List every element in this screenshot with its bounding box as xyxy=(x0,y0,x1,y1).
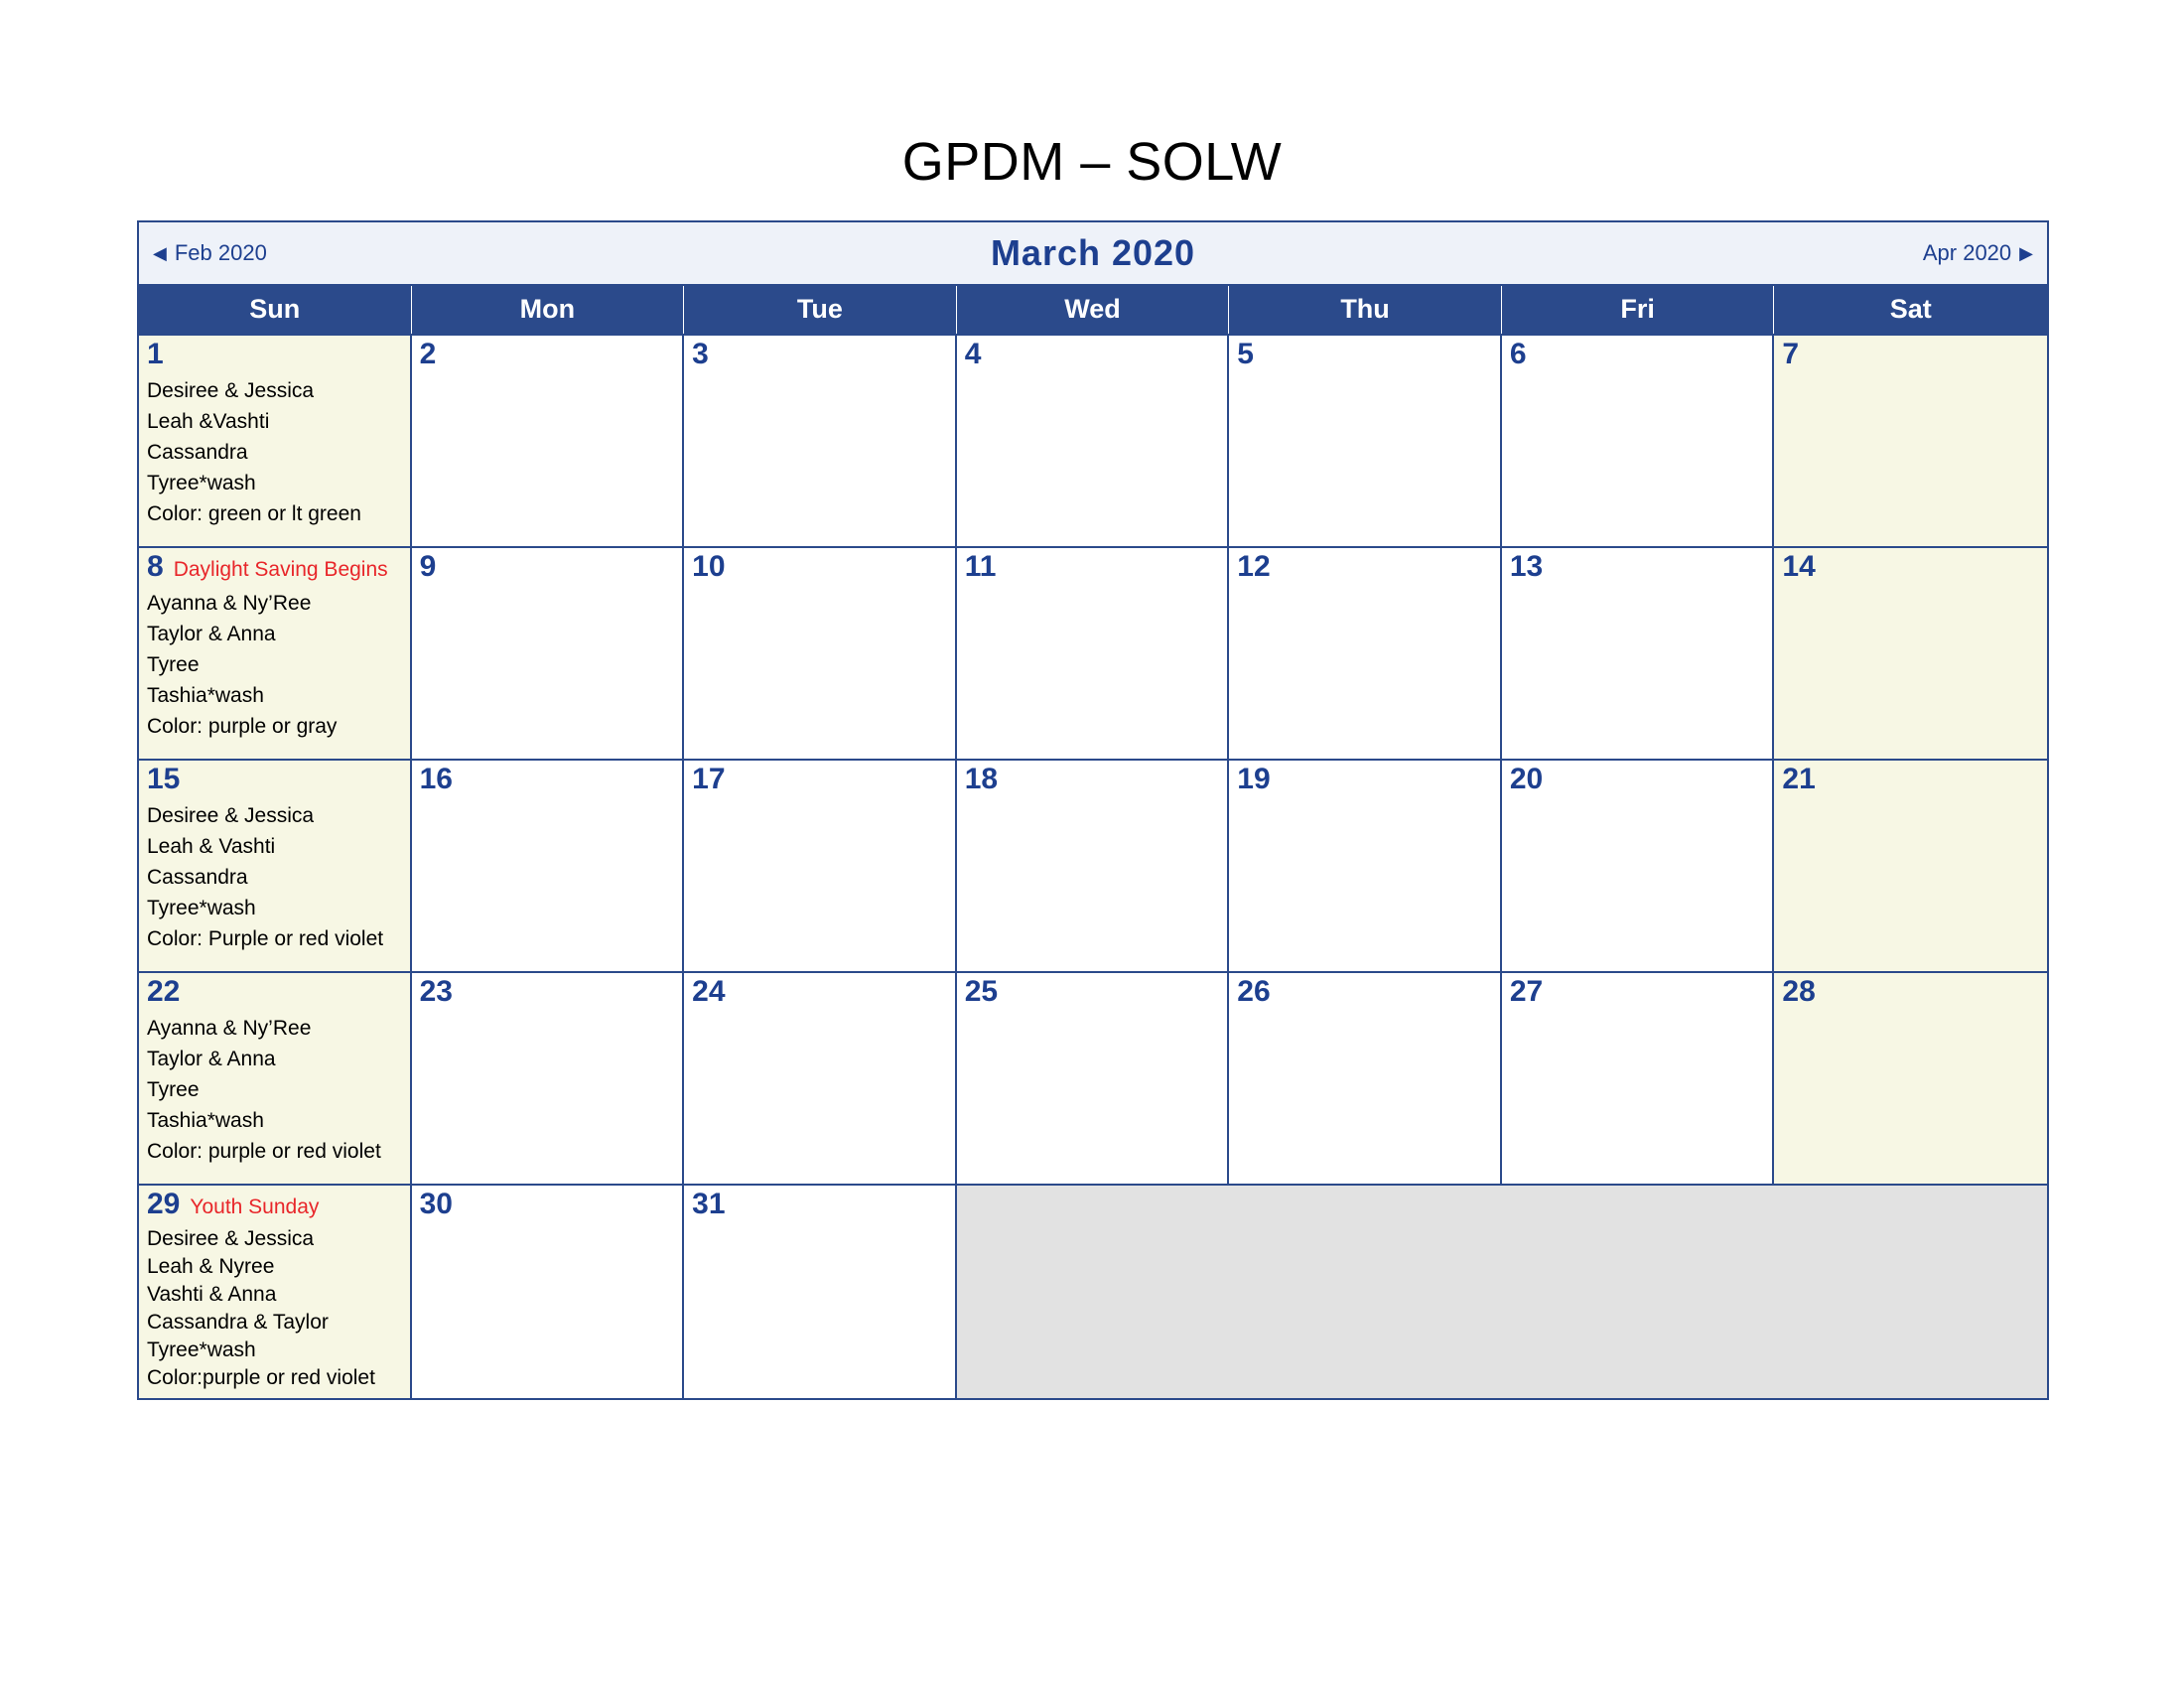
day-header xyxy=(1237,977,1494,1007)
day-number: 2 xyxy=(419,338,437,370)
day-number: 22 xyxy=(147,975,181,1008)
day-number: 27 xyxy=(1509,975,1544,1008)
event-item[interactable]: Color: Purple or red violet xyxy=(147,927,384,950)
holiday-label: Youth Sunday xyxy=(190,1196,320,1218)
day-number: 14 xyxy=(1782,550,1816,583)
day-number: 1 xyxy=(147,338,164,370)
calendar-day-cell[interactable] xyxy=(1502,336,1775,546)
day-number: 11 xyxy=(964,550,997,583)
calendar-body xyxy=(139,334,2047,1398)
weekday-header-row xyxy=(139,286,2047,334)
calendar xyxy=(137,220,2049,1400)
day-header xyxy=(1782,552,2041,582)
day-header xyxy=(1510,340,1767,369)
day-number: 17 xyxy=(692,763,726,795)
day-number: 4 xyxy=(964,338,982,370)
day-header xyxy=(1237,552,1494,582)
calendar-day-cell[interactable] xyxy=(957,548,1230,759)
weekday-fri: Fri xyxy=(1502,286,1775,334)
day-header xyxy=(1782,340,2041,369)
prev-month-button[interactable] xyxy=(153,240,267,266)
day-events xyxy=(147,800,404,954)
day-header xyxy=(147,340,404,369)
month-title: March 2020 xyxy=(990,232,1196,273)
calendar-day-cell[interactable] xyxy=(684,1186,957,1398)
calendar-day-cell[interactable] xyxy=(412,548,685,759)
day-events xyxy=(147,1013,404,1167)
day-number: 16 xyxy=(419,763,453,795)
calendar-day-cell[interactable] xyxy=(139,1186,412,1398)
holiday-label: Daylight Saving Begins xyxy=(173,558,388,581)
day-header xyxy=(692,340,949,369)
calendar-day-cell[interactable] xyxy=(139,973,412,1184)
calendar-day-cell[interactable] xyxy=(139,548,412,759)
calendar-week-row xyxy=(139,971,2047,1184)
day-header xyxy=(147,977,404,1007)
day-number: 6 xyxy=(1509,338,1527,370)
event-item[interactable]: Cassandra xyxy=(147,866,248,889)
event-item[interactable]: Tyree*wash xyxy=(147,1338,256,1361)
day-header xyxy=(147,552,404,582)
day-header xyxy=(420,340,677,369)
event-item[interactable]: Cassandra & Taylor xyxy=(147,1311,329,1334)
day-header xyxy=(1782,977,2041,1007)
calendar-day-cell[interactable] xyxy=(412,336,685,546)
calendar-day-cell[interactable] xyxy=(412,1186,685,1398)
calendar-day-cell[interactable] xyxy=(1229,336,1502,546)
weekday-tue: Tue xyxy=(684,286,957,334)
calendar-header xyxy=(139,222,2047,286)
day-number: 9 xyxy=(419,550,437,583)
event-item[interactable]: Cassandra xyxy=(147,441,248,464)
weekday-sat: Sat xyxy=(1889,294,1932,324)
weekday-wed: Wed xyxy=(957,286,1230,334)
day-number: 10 xyxy=(692,550,726,583)
calendar-day-cell[interactable] xyxy=(412,761,685,971)
day-number: 8 xyxy=(147,550,164,583)
calendar-day-cell[interactable] xyxy=(1229,548,1502,759)
day-header xyxy=(147,765,404,794)
weekday-thu: Thu xyxy=(1229,286,1502,334)
calendar-week-row xyxy=(139,759,2047,971)
event-item[interactable]: Ayanna & Ny’Ree xyxy=(147,1017,312,1040)
day-header xyxy=(420,552,677,582)
calendar-filler-cell xyxy=(957,1186,2047,1398)
day-header xyxy=(965,765,1222,794)
calendar-day-cell[interactable] xyxy=(1502,761,1775,971)
calendar-day-cell[interactable] xyxy=(1774,761,2047,971)
day-header xyxy=(147,1190,404,1219)
calendar-day-cell[interactable] xyxy=(1502,548,1775,759)
day-header xyxy=(692,977,949,1007)
day-header xyxy=(1237,340,1494,369)
day-number: 21 xyxy=(1782,763,1816,795)
event-item[interactable]: Desiree & Jessica xyxy=(147,1227,315,1250)
day-number: 23 xyxy=(419,975,453,1008)
day-number: 29 xyxy=(147,1188,181,1220)
event-item[interactable]: Desiree & Jessica xyxy=(147,804,315,827)
event-item[interactable]: Ayanna & Ny’Ree xyxy=(147,592,312,615)
calendar-day-cell[interactable] xyxy=(957,973,1230,1184)
calendar-day-cell[interactable] xyxy=(1774,973,2047,1184)
calendar-day-cell[interactable] xyxy=(684,761,957,971)
calendar-day-cell[interactable] xyxy=(684,973,957,1184)
event-item[interactable]: Color:purple or red violet xyxy=(147,1366,375,1389)
day-number: 24 xyxy=(692,975,726,1008)
calendar-day-cell[interactable] xyxy=(1502,973,1775,1184)
chevron-left-icon: ◀ xyxy=(153,243,167,263)
day-number: 30 xyxy=(419,1188,453,1220)
day-header xyxy=(420,765,677,794)
calendar-day-cell[interactable] xyxy=(1229,761,1502,971)
event-item[interactable]: Color: purple or gray xyxy=(147,715,338,738)
day-header xyxy=(965,977,1222,1007)
event-item[interactable]: Tashia*wash xyxy=(147,1109,264,1132)
event-item[interactable]: Desiree & Jessica xyxy=(147,379,315,402)
event-item[interactable]: Tyree xyxy=(147,653,200,676)
day-number: 26 xyxy=(1237,975,1271,1008)
day-number: 5 xyxy=(1237,338,1254,370)
calendar-day-cell[interactable] xyxy=(139,336,412,546)
day-events xyxy=(147,375,404,529)
day-number: 20 xyxy=(1509,763,1544,795)
calendar-day-cell[interactable] xyxy=(684,336,957,546)
day-header xyxy=(692,1190,949,1219)
day-header xyxy=(965,552,1222,582)
event-item[interactable]: Color: green or lt green xyxy=(147,502,361,525)
calendar-day-cell[interactable] xyxy=(957,761,1230,971)
day-header xyxy=(692,765,949,794)
calendar-day-cell[interactable] xyxy=(139,761,412,971)
day-number: 28 xyxy=(1782,975,1816,1008)
day-number: 3 xyxy=(692,338,709,370)
day-header xyxy=(420,977,677,1007)
next-month-button[interactable] xyxy=(1923,240,2033,266)
day-number: 15 xyxy=(147,763,181,795)
next-month-label: Apr 2020 xyxy=(1922,240,2012,265)
event-item[interactable]: Color: purple or red violet xyxy=(147,1140,381,1163)
calendar-day-cell[interactable] xyxy=(957,336,1230,546)
calendar-day-cell[interactable] xyxy=(684,548,957,759)
prev-month-label: Feb 2020 xyxy=(174,240,267,265)
day-header xyxy=(965,340,1222,369)
calendar-week-row xyxy=(139,1184,2047,1398)
event-item[interactable]: Leah &Vashti xyxy=(147,410,270,433)
day-events xyxy=(147,1225,404,1392)
day-number: 18 xyxy=(964,763,999,795)
event-item[interactable]: Taylor & Anna xyxy=(147,1048,276,1070)
day-number: 12 xyxy=(1237,550,1271,583)
day-header xyxy=(1237,765,1494,794)
event-item[interactable]: Tyree*wash xyxy=(147,897,256,919)
day-header xyxy=(420,1190,677,1219)
day-number: 25 xyxy=(964,975,999,1008)
day-header xyxy=(692,552,949,582)
day-header xyxy=(1510,552,1767,582)
event-item[interactable]: Leah & Vashti xyxy=(147,835,276,858)
weekday-sun: Sun xyxy=(139,286,412,334)
day-number: 19 xyxy=(1237,763,1271,795)
day-number: 13 xyxy=(1509,550,1544,583)
calendar-day-cell[interactable] xyxy=(412,973,685,1184)
calendar-week-row xyxy=(139,334,2047,546)
page-title: GPDM – SOLW xyxy=(901,132,1283,192)
calendar-day-cell[interactable] xyxy=(1229,973,1502,1184)
chevron-right-icon: ▶ xyxy=(2019,243,2033,263)
event-item[interactable]: Tashia*wash xyxy=(147,684,264,707)
calendar-day-cell[interactable] xyxy=(1774,336,2047,546)
event-item[interactable]: Leah & Nyree xyxy=(147,1255,275,1278)
event-item[interactable]: Vashti & Anna xyxy=(147,1283,277,1306)
day-header xyxy=(1510,765,1767,794)
day-header xyxy=(1510,977,1767,1007)
event-item[interactable]: Taylor & Anna xyxy=(147,623,276,645)
day-events xyxy=(147,588,404,742)
weekday-mon: Mon xyxy=(412,286,685,334)
calendar-week-row xyxy=(139,546,2047,759)
day-number: 31 xyxy=(692,1188,726,1220)
calendar-day-cell[interactable] xyxy=(1774,548,2047,759)
event-item[interactable]: Tyree*wash xyxy=(147,472,256,494)
event-item[interactable]: Tyree xyxy=(147,1078,200,1101)
day-header xyxy=(1782,765,2041,794)
day-number: 7 xyxy=(1782,338,1800,370)
